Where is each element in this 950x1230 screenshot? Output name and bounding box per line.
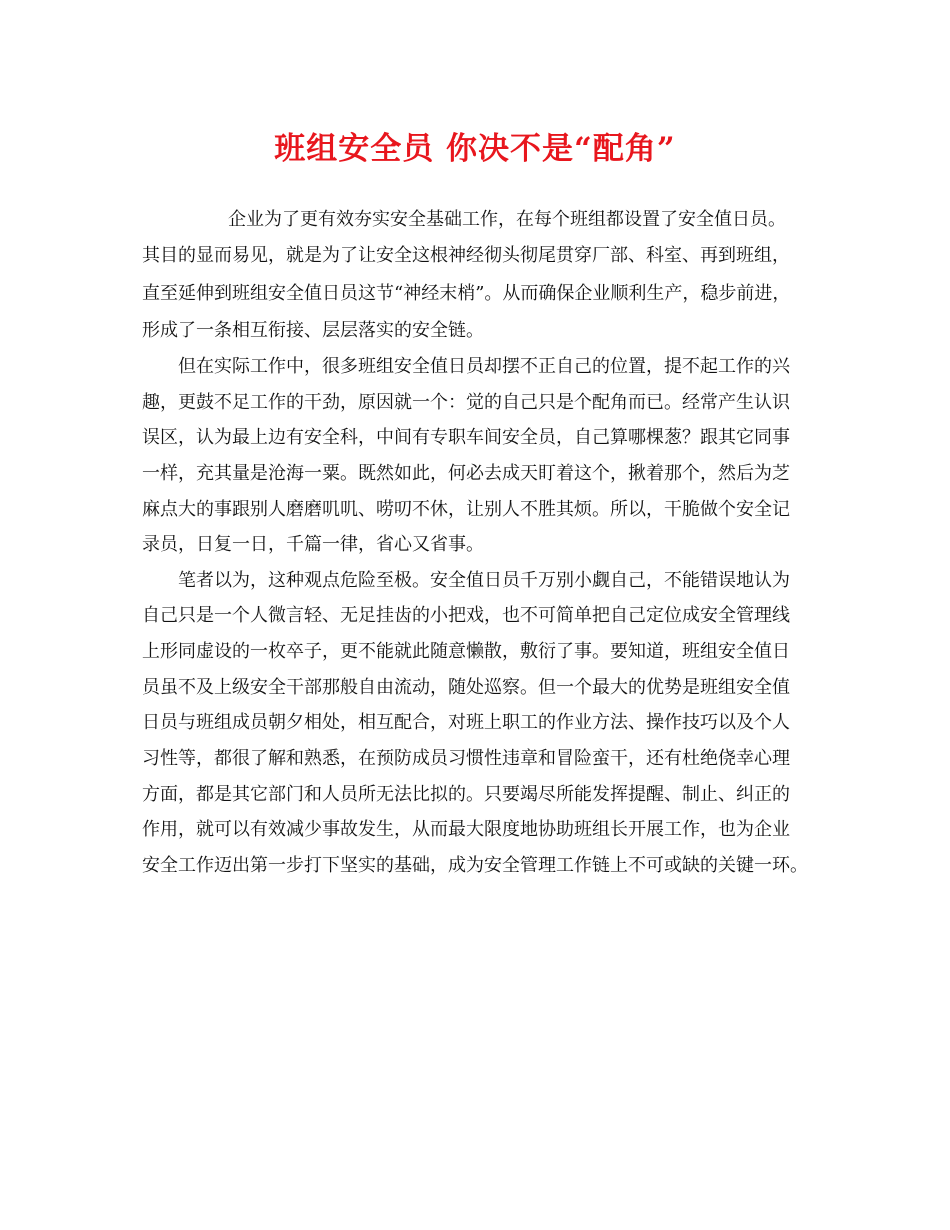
- paragraph-1-line-4: 形成了一条相互衔接、层层落实的安全链。: [142, 320, 484, 341]
- paragraph-2-line-1: 但在实际工作中，很多班组安全值日员却摆不正自己的位置，提不起工作的兴: [178, 356, 790, 377]
- paragraph-2-line-4: 一样，充其量是沧海一粟。既然如此，何必去成天盯着这个，揪着那个，然后为芝: [142, 463, 790, 484]
- paragraph-2-line-5: 麻点大的事跟别人磨磨叽叽、唠叨不休，让别人不胜其烦。所以，干脆做个安全记: [142, 499, 790, 520]
- paragraph-2-line-6: 录员，日复一日，千篇一律，省心又省事。: [142, 534, 484, 555]
- paragraph-1-line-1: 企业为了更有效夯实安全基础工作，在每个班组都设置了安全值日员。: [228, 209, 786, 230]
- paragraph-3-line-1: 笔者以为，这种观点危险至极。安全值日员千万别小觑自己，不能错误地认为: [178, 570, 790, 591]
- document-title: 班组安全员 你决不是“配角”: [274, 131, 676, 167]
- paragraph-1-line-3: 直至延伸到班组安全值日员这节“神经末梢”。从而确保企业顺利生产，稳步前进，: [142, 283, 791, 304]
- paragraph-3-line-5: 日员与班组成员朝夕相处，相互配合，对班上职工的作业方法、操作技巧以及个人: [142, 712, 790, 733]
- paragraph-3-line-6: 习性等，都很了解和熟悉，在预防成员习惯性违章和冒险蛮干，还有杜绝侥幸心理: [142, 748, 790, 769]
- paragraph-2-line-2: 趣，更鼓不足工作的干劲，原因就一个：觉的自己只是个配角而已。经常产生认识: [142, 392, 790, 413]
- paragraph-3-line-9: 安全工作迈出第一步打下坚实的基础，成为安全管理工作链上不可或缺的关键一环。: [142, 855, 808, 876]
- paragraph-3-line-8: 作用，就可以有效减少事故发生，从而最大限度地协助班组长开展工作，也为企业: [142, 819, 790, 840]
- paragraph-3-line-2: 自己只是一个人微言轻、无足挂齿的小把戏，也不可简单把自己定位成安全管理线: [142, 605, 790, 626]
- paragraph-2-line-3: 误区，认为最上边有安全科，中间有专职车间安全员，自己算哪棵葱？跟其它同事: [142, 427, 790, 448]
- paragraph-3-line-3: 上形同虚设的一枚卒子，更不能就此随意懒散，敷衍了事。要知道，班组安全值日: [142, 641, 790, 662]
- paragraph-3-line-4: 员虽不及上级安全干部那般自由流动，随处巡察。但一个最大的优势是班组安全值: [142, 677, 790, 698]
- paragraph-1-line-2: 其目的显而易见，就是为了让安全这根神经彻头彻尾贯穿厂部、科室、再到班组，: [142, 245, 790, 266]
- paragraph-3-line-7: 方面，都是其它部门和人员所无法比拟的。只要竭尽所能发挥提醒、制止、纠正的: [142, 784, 790, 805]
